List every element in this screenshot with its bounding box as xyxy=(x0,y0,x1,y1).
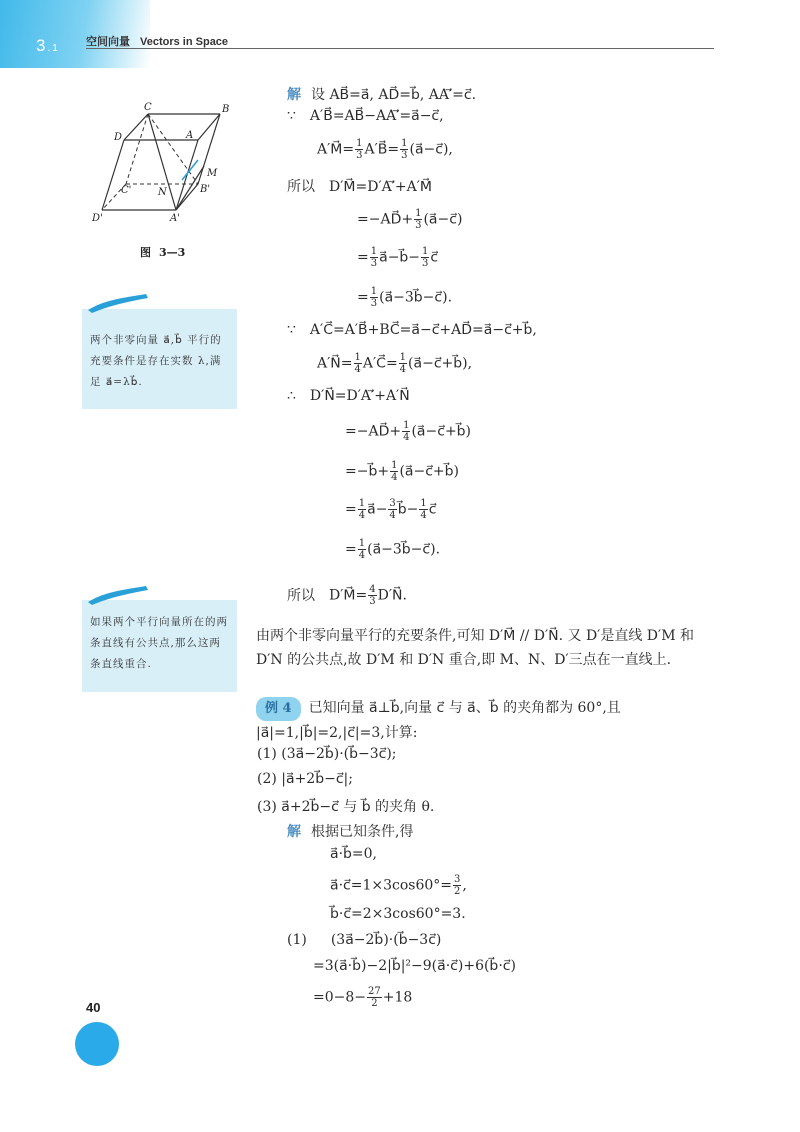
page-number-badge xyxy=(75,1022,119,1066)
solution-line: =−b⃗+ $\frac{1}{4}$ (a⃗−c⃗+b⃗) xyxy=(345,460,460,483)
label-A-prime: A' xyxy=(170,213,180,224)
brush-stroke-icon xyxy=(86,292,150,314)
result-line: a⃗·b⃗=0, xyxy=(330,846,378,862)
figure-caption: 图 3—3 xyxy=(140,246,186,259)
label-C-prime: C' xyxy=(121,185,132,196)
question-3: (3) a⃗+2b⃗−c⃗ 与 b⃗ 的夹角 θ. xyxy=(257,799,435,815)
label-D-prime: D' xyxy=(92,213,103,224)
result-line: a⃗·c⃗=1×3cos60°= $\frac{3}{2}$ , xyxy=(330,874,467,897)
label-B: B xyxy=(222,104,230,115)
brush-stroke-icon xyxy=(86,584,150,606)
margin-note-text: 两个非零向量 a⃗,b⃗ 平行的充要条件是存在实数 λ,满足 a⃗=λb⃗. xyxy=(90,334,222,388)
solution-line: A′M⃗= $\frac{1}{3}$ A′B⃗= $\frac{1}{3}$ (a⃗−c⃗), xyxy=(317,138,453,161)
conclusion-paragraph: 由两个非零向量平行的充要条件,可知 D′M⃗ // D′N⃗. 又 D′是直线 D′M 和 D′N 的公共点,故 D′M 和 D′N 重合,即 M、N、D′三点在一直线上. xyxy=(256,628,694,668)
solution-line: ∵ A′B⃗=AB⃗−AA′⃗=a⃗−c⃗, xyxy=(287,108,444,124)
example-badge: 例 4 xyxy=(256,697,301,721)
parallelepiped-figure xyxy=(88,100,248,230)
part-1-line: =3(a⃗·b⃗)−2|b⃗|²−9(a⃗·c⃗)+6(b⃗·c⃗) xyxy=(313,958,516,974)
solution-line: 解 设 AB⃗=a⃗, AD⃗=b⃗, AA′⃗=c⃗. xyxy=(287,87,477,103)
label-D: D xyxy=(114,132,123,143)
solution-line: =−AD⃗+ $\frac{1}{4}$ (a⃗−c⃗+b⃗) xyxy=(345,420,472,443)
result-line: b⃗·c⃗=2×3cos60°=3. xyxy=(330,906,466,922)
solution-line: = $\frac{1}{3}$ (a⃗−3b⃗−c⃗). xyxy=(357,286,453,309)
label-A: A xyxy=(186,130,194,141)
solution-line: ∴ D′N⃗=D′A′⃗+A′N⃗ xyxy=(287,388,410,404)
solution-line: = $\frac{1}{4}$ a⃗− $\frac{3}{4}$ b⃗− $\frac{1}{4}$ c⃗ xyxy=(345,498,437,521)
example-solution-intro: 解 根据已知条件,得 xyxy=(287,824,414,840)
solution-line: 所以 D′M⃗= $\frac{4}{3}$ D′N⃗. xyxy=(287,584,407,607)
question-2: (2) |a⃗+2b⃗−c⃗|; xyxy=(257,771,353,787)
solution-line: A′N⃗= $\frac{1}{4}$ A′C⃗= $\frac{1}{4}$ (a⃗−c⃗+b⃗), xyxy=(317,352,473,375)
part-1-line: (1) (3a⃗−2b⃗)·(b⃗−3c⃗) xyxy=(287,932,442,948)
solution-line: 所以 D′M⃗=D′A′⃗+A′M⃗ xyxy=(287,179,433,195)
solution-line: ∵ A′C⃗=A′B⃗+BC⃗=a⃗−c⃗+AD⃗=a⃗−c⃗+b⃗, xyxy=(287,322,537,338)
example-4-statement: 例 4 已知向量 a⃗⊥b⃗,向量 c⃗ 与 a⃗、b⃗ 的夹角都为 60°,且 |a⃗|=1,|b⃗|=2,|c⃗|=3,计算: xyxy=(256,696,722,745)
label-B-prime: B' xyxy=(200,184,211,195)
question-1: (1) (3a⃗−2b⃗)·(b⃗−3c⃗); xyxy=(257,746,397,762)
margin-note-text: 如果两个平行向量所在的两条直线有公共点,那么这两条直线重合. xyxy=(90,616,228,670)
part-1-line: =0−8− $\frac{27}{2}$ +18 xyxy=(313,986,413,1009)
running-header-title: 空间向量 Vectors in Space xyxy=(86,35,229,48)
page-number: 40 xyxy=(86,1000,101,1015)
header-rule xyxy=(86,48,714,49)
label-C: C xyxy=(144,102,152,113)
label-N: N xyxy=(158,187,167,198)
solution-line: = $\frac{1}{4}$ (a⃗−3b⃗−c⃗). xyxy=(345,538,441,561)
solution-line: = $\frac{1}{3}$ a⃗−b⃗− $\frac{1}{3}$ c⃗ xyxy=(357,246,439,269)
solution-line: =−AD⃗+ $\frac{1}{3}$ (a⃗−c⃗) xyxy=(357,208,463,231)
label-M: M xyxy=(207,168,218,179)
section-number: 3.1 xyxy=(36,36,60,55)
